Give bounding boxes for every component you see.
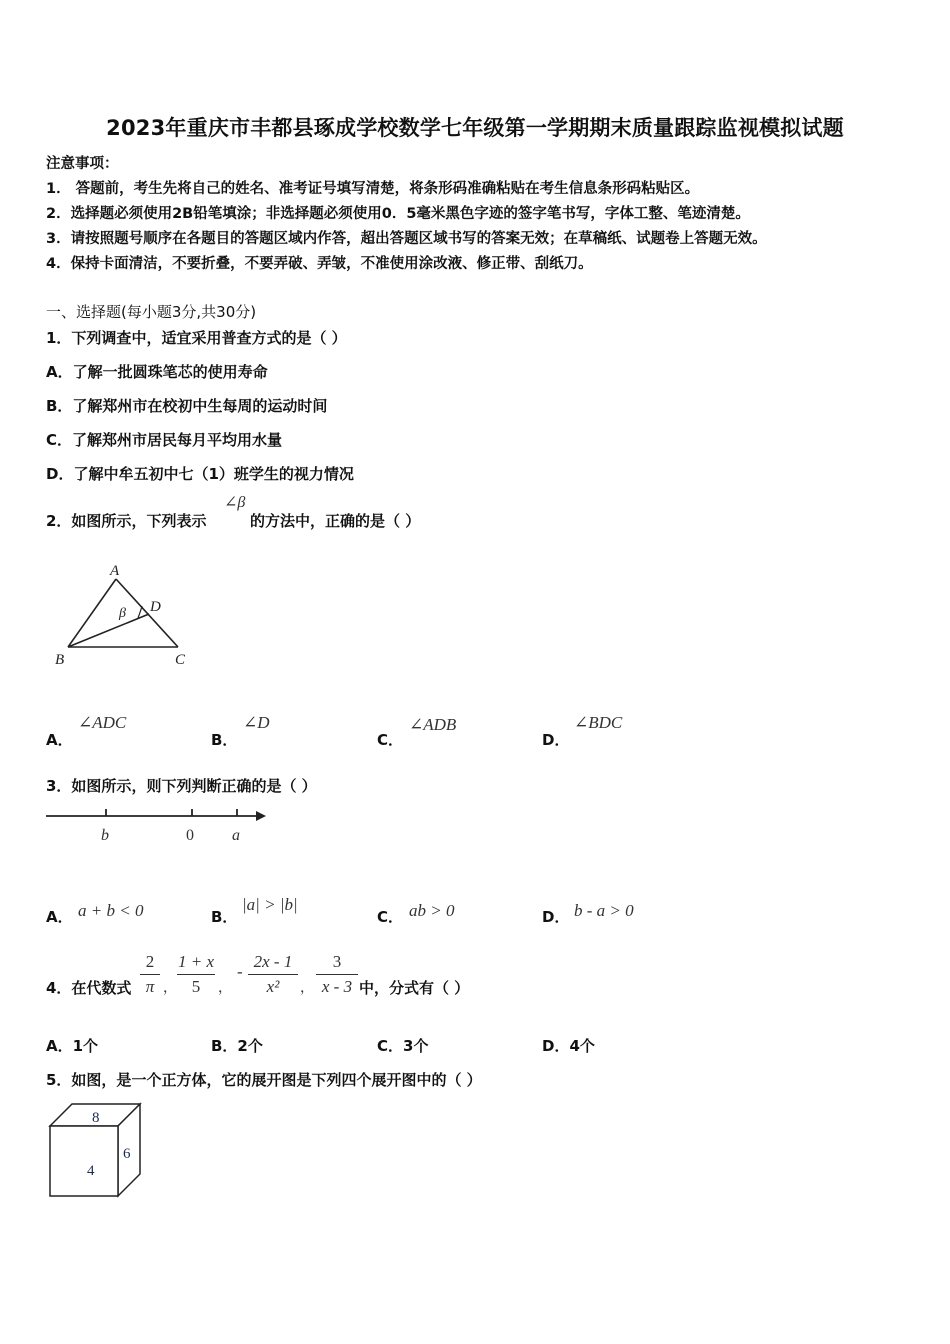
- note-item-1: 1． 答题前，考生先将自己的姓名、准考证号填写清楚，将条形码准确粘贴在考生信息条形码粘贴区。: [46, 181, 700, 197]
- note-item-2: 2．选择题必须使用2B铅笔填涂；非选择题必须使用0．5毫米黑色字迹的签字笔书写，字体工整、笔迹清楚。: [46, 206, 750, 222]
- q2-triangle-figure: [50, 555, 200, 670]
- q4-fraction-1: [140, 952, 160, 997]
- q4-option-c: C．3个: [377, 1037, 429, 1055]
- q5-stem: 5．如图，是一个正方体，它的展开图是下列四个展开图中的（ ）: [46, 1071, 482, 1089]
- notes-heading: 注意事项：: [46, 156, 119, 172]
- q2-stem-start: 2．如图所示，下列表示: [46, 512, 207, 530]
- q1-option-b: B．了解郑州市在校初中生每周的运动时间: [46, 397, 328, 415]
- cube-top-number: 8: [92, 1110, 100, 1126]
- q3-option-c-letter: C．: [377, 908, 404, 926]
- q4-fraction-1-num: 2: [145, 952, 155, 971]
- numberline-label-zero: 0: [186, 827, 194, 844]
- q3-number-line: [44, 800, 274, 850]
- numberline-label-a: a: [232, 827, 240, 844]
- q3-option-b-letter: B．: [211, 908, 238, 926]
- numberline-label-b: b: [101, 827, 109, 844]
- q1-option-c: C．了解郑州市居民每月平均用水量: [46, 431, 283, 449]
- vertex-label-c: C: [175, 652, 186, 668]
- q3-option-c-math: ab > 0: [409, 901, 455, 920]
- q4-fraction-3-num: 2x - 1: [253, 952, 293, 971]
- q4-fraction-4-den: x - 3: [321, 977, 353, 996]
- angle-beta-label: β: [119, 606, 126, 621]
- q4-fraction-3: [248, 952, 298, 997]
- q4-comma-3: ，: [300, 981, 314, 996]
- q5-cube-figure: [46, 1100, 146, 1202]
- q4-option-b: B．2个: [211, 1037, 263, 1055]
- page-title: 2023年重庆市丰都县琢成学校数学七年级第一学期期末质量跟踪监视模拟试题: [106, 116, 844, 140]
- q3-stem: 3．如图所示，则下列判断正确的是（ ）: [46, 777, 317, 795]
- vertex-label-b: B: [55, 652, 65, 668]
- q4-stem-start: 4．在代数式: [46, 979, 132, 997]
- q2-option-a-math: ∠ADC: [78, 713, 127, 732]
- q4-comma-1: ，: [163, 981, 177, 996]
- note-item-4: 4．保持卡面清洁，不要折叠，不要弄破、弄皱，不准使用涂改液、修正带、刮纸刀。: [46, 256, 593, 272]
- q4-comma-2: ，: [218, 981, 232, 996]
- q3-option-a-math: a + b < 0: [78, 901, 144, 920]
- q1-option-a: A．了解一批圆珠笔芯的使用寿命: [46, 363, 268, 381]
- q4-fraction-3-sign: -: [237, 962, 243, 981]
- q4-option-d: D．4个: [542, 1037, 595, 1055]
- vertex-label-d: D: [150, 599, 161, 615]
- q4-fraction-4: [316, 952, 358, 997]
- q4-fraction-2-num: 1 + x: [177, 952, 215, 971]
- q3-option-a-letter: A．: [46, 908, 73, 926]
- q4-fraction-4-num: 3: [332, 952, 342, 971]
- q2-stem-angle: ∠β: [224, 494, 246, 511]
- note-item-3: 3．请按照题号顺序在各题目的答题区域内作答，超出答题区域书写的答案无效；在草稿纸、试题卷上答题无效。: [46, 231, 767, 247]
- q3-option-d-letter: D．: [542, 908, 570, 926]
- q2-stem-end: 的方法中，正确的是（ ）: [250, 512, 421, 530]
- q2-option-c-math: ∠ADB: [409, 715, 457, 734]
- q1-stem: 1．下列调查中，适宜采用普查方式的是（ ）: [46, 329, 347, 347]
- q2-option-b-math: ∠D: [243, 713, 270, 732]
- q2-option-b-letter: B．: [211, 731, 238, 749]
- q2-option-d-letter: D．: [542, 731, 570, 749]
- q4-fraction-1-den: π: [145, 977, 155, 996]
- q4-stem-end: 中，分式有（ ）: [359, 979, 470, 997]
- q4-fraction-3-den: x²: [266, 977, 280, 996]
- q3-option-b-math: |a| > |b|: [242, 895, 298, 914]
- q2-option-d-math: ∠BDC: [574, 713, 623, 732]
- section-heading: 一、选择题(每小题3分,共30分): [46, 303, 257, 321]
- q1-option-d: D．了解中牟五初中七（1）班学生的视力情况: [46, 465, 354, 483]
- q4-fraction-2: [177, 952, 215, 997]
- cube-front-number: 4: [87, 1163, 95, 1179]
- q4-option-a: A．1个: [46, 1037, 99, 1055]
- cube-right-number: 6: [123, 1146, 131, 1162]
- q3-option-d-math: b - a > 0: [574, 901, 634, 920]
- q2-option-c-letter: C．: [377, 731, 404, 749]
- vertex-label-a: A: [110, 563, 120, 579]
- q4-fraction-2-den: 5: [191, 977, 201, 996]
- q2-option-a-letter: A．: [46, 731, 73, 749]
